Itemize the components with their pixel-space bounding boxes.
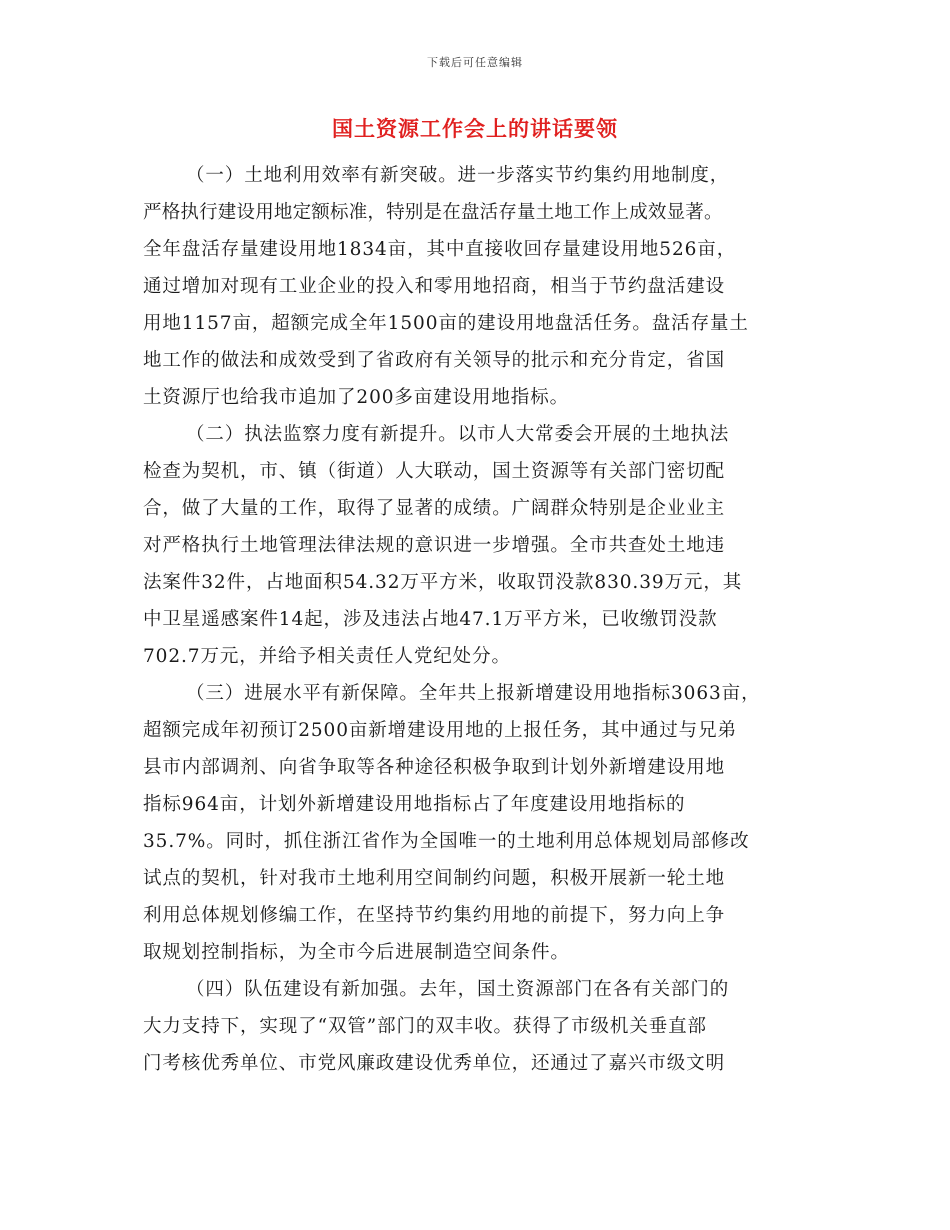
document-title: 国土资源工作会上的讲话要领: [332, 116, 618, 141]
paragraph-2-line-5: 法案件32件，占地面积54.32万平方米，收取罚没款830.39万元，其: [143, 572, 743, 593]
paragraph-1-line-1: （一）土地利用效率有新突破。进一步落实节约集约用地制度，: [186, 165, 730, 186]
paragraph-2-line-2: 检查为契机，市、镇（街道）人大联动，国土资源等有关部门密切配: [143, 461, 726, 482]
paragraph-1-line-3: 全年盘活存量建设用地1834亩，其中直接收回存量建设用地526亩，: [143, 239, 737, 260]
paragraph-4-line-1: （四）队伍建设有新加强。去年，国土资源部门在各有关部门的: [186, 979, 730, 1000]
paragraph-3-line-7: 利用总体规划修编工作，在坚持节约集约用地的前提下，努力向上争: [143, 905, 726, 926]
paragraph-1-line-7: 土资源厅也给我市追加了200多亩建设用地指标。: [143, 387, 570, 408]
paragraph-3-line-3: 县市内部调剂、向省争取等各种途径积极争取到计划外新增建设用地: [143, 757, 726, 778]
paragraph-3-line-4: 指标964亩，计划外新增建设用地指标占了年度建设用地指标的: [143, 794, 686, 815]
paragraph-3-line-1: （三）进展水平有新保障。全年共上报新增建设用地指标3063亩，: [186, 683, 761, 704]
paragraph-1-line-4: 通过增加对现有工业企业的投入和零用地招商，相当于节约盘活建设: [143, 276, 726, 297]
page-header-note: 下载后可任意编辑: [427, 56, 523, 69]
paragraph-3-line-2: 超额完成年初预订2500亩新增建设用地的上报任务，其中通过与兄弟: [143, 720, 737, 741]
paragraph-3-line-8: 取规划控制指标，为全市今后进展制造空间条件。: [143, 942, 570, 963]
paragraph-2-line-1: （二）执法监察力度有新提升。以市人大常委会开展的土地执法: [186, 424, 730, 445]
paragraph-1-line-6: 地工作的做法和成效受到了省政府有关领导的批示和充分肯定，省国: [143, 350, 726, 371]
document-body: [143, 157, 811, 1082]
paragraph-3-line-6: 试点的契机，针对我市土地利用空间制约问题，积极开展新一轮土地: [143, 868, 726, 889]
paragraph-1-line-5: 用地1157亩，超额完成全年1500亩的建设用地盘活任务。盘活存量土: [143, 313, 749, 334]
paragraph-2-line-4: 对严格执行土地管理法律法规的意识进一步增强。全市共查处土地违: [143, 535, 726, 556]
paragraph-4-line-2: 大力支持下，实现了“双管”部门的双丰收。获得了市级机关垂直部: [143, 1016, 707, 1037]
paragraph-4-line-3: 门考核优秀单位、市党风廉政建设优秀单位，还通过了嘉兴市级文明: [143, 1053, 726, 1074]
paragraph-3-line-5: 35.7%。同时，抓住浙江省作为全国唯一的土地利用总体规划局部修改: [143, 831, 750, 852]
paragraph-2-line-6: 中卫星遥感案件14起，涉及违法占地47.1万平方米，已收缴罚没款: [143, 609, 718, 630]
paragraph-2-line-3: 合，做了大量的工作，取得了显著的成绩。广阔群众特别是企业业主: [143, 498, 726, 519]
paragraph-2-line-7: 702.7万元，并给予相关责任人党纪处分。: [143, 646, 511, 667]
paragraph-1-line-2: 严格执行建设用地定额标准，特别是在盘活存量土地工作上成效显著。: [143, 202, 723, 223]
